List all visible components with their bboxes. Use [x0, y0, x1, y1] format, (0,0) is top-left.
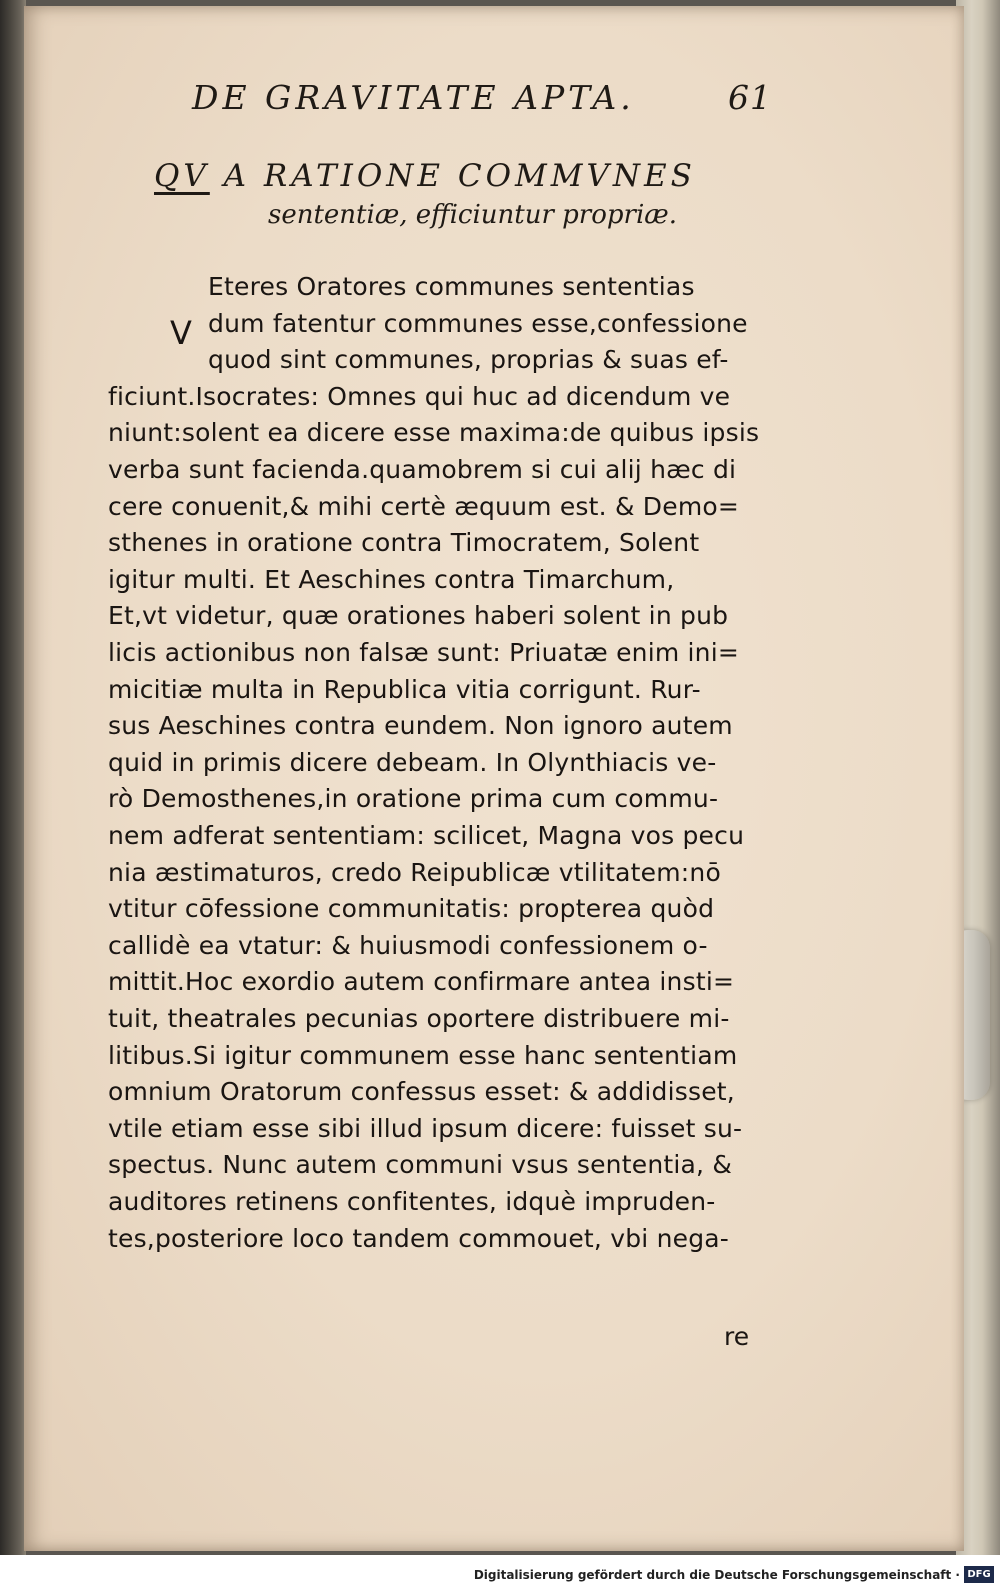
body-line: igitur multi. Et Aeschines contra Timarchum, [108, 564, 675, 594]
book-page [24, 6, 964, 1551]
body-line: Eteres Oratores communes sententias [208, 272, 695, 301]
footer-bar [0, 1555, 1000, 1591]
dfg-logo: DFG [964, 1566, 994, 1583]
body-line: omnium Oratorum confessus esset: & addidisset, [108, 1077, 735, 1107]
section-title-text: A RATIONE COMMVNES [223, 158, 696, 194]
body-line: tuit, theatrales pecunias oportere distribuere mi- [108, 1004, 730, 1033]
body-line: licis actionibus non falsæ sunt: Priuatæ enim ini= [108, 638, 740, 667]
body-line: niunt:solent ea dicere esse maxima:de quibus ipsis [108, 418, 760, 448]
section-subtitle: sententiæ, efficiuntur propriæ. [268, 200, 677, 230]
body-line: cere conuenit,& mihi certè æquum est. & Demo= [108, 491, 740, 521]
body-line: sthenes in oratione contra Timocratem, Solent [108, 528, 700, 558]
body-line: spectus. Nunc autem communi vsus sententia, & [108, 1150, 733, 1180]
body-line: rò Demosthenes,in oratione prima cum commu- [108, 784, 719, 814]
body-line: vtitur cōfessione communitatis: propterea quòd [108, 894, 715, 924]
drop-cap: V [170, 314, 192, 352]
body-line: dum fatentur communes esse,confessione [208, 308, 748, 338]
body-line: micitiæ multa in Republica vitia corrigunt. Rur- [108, 674, 701, 704]
body-line: mittit.Hoc exordio autem confirmare antea insti= [108, 967, 735, 997]
digitization-credit: Digitalisierung gefördert durch die Deutsche Forschungsgemeinschaft · [473, 1568, 960, 1582]
body-line: callidè ea vtatur: & huiusmodi confessionem o- [108, 930, 708, 960]
body-line: tes,posteriore loco tandem commouet, vbi nega- [108, 1223, 730, 1253]
running-head [192, 78, 772, 117]
body-line: verba sunt facienda.quamobrem si cui alij hæc di [108, 455, 737, 484]
book-binding-left [0, 0, 26, 1555]
page-number: 61 [728, 78, 772, 117]
body-line: auditores retinens confitentes, idquè impruden- [108, 1187, 716, 1216]
body-line: quid in primis dicere debeam. In Olynthiacis ve- [108, 747, 717, 777]
body-line: vtile etiam esse sibi illud ipsum dicere: fuisset su- [108, 1113, 743, 1143]
body-line: sus Aeschines contra eundem. Non ignoro autem [108, 711, 733, 741]
body-line: nia æstimaturos, credo Reipublicæ vtilitatem:nō [108, 857, 721, 887]
body-line: quod sint communes, proprias & suas ef- [208, 345, 729, 375]
body-line: litibus.Si igitur communem esse hanc sententiam [108, 1040, 738, 1070]
running-head-title: DE GRAVITATE APTA. [192, 78, 635, 117]
body-line: nem adferat sententiam: scilicet, Magna vos pecu [108, 821, 745, 850]
body-line: ficiunt.Isocrates: Omnes qui huc ad dicendum ve [108, 381, 731, 411]
section-title [154, 158, 804, 194]
catchword: re [724, 1322, 750, 1351]
body-line: Et,vt videtur, quæ orationes haberi solent in pub [108, 601, 729, 631]
section-title-initial: QV [154, 158, 210, 194]
